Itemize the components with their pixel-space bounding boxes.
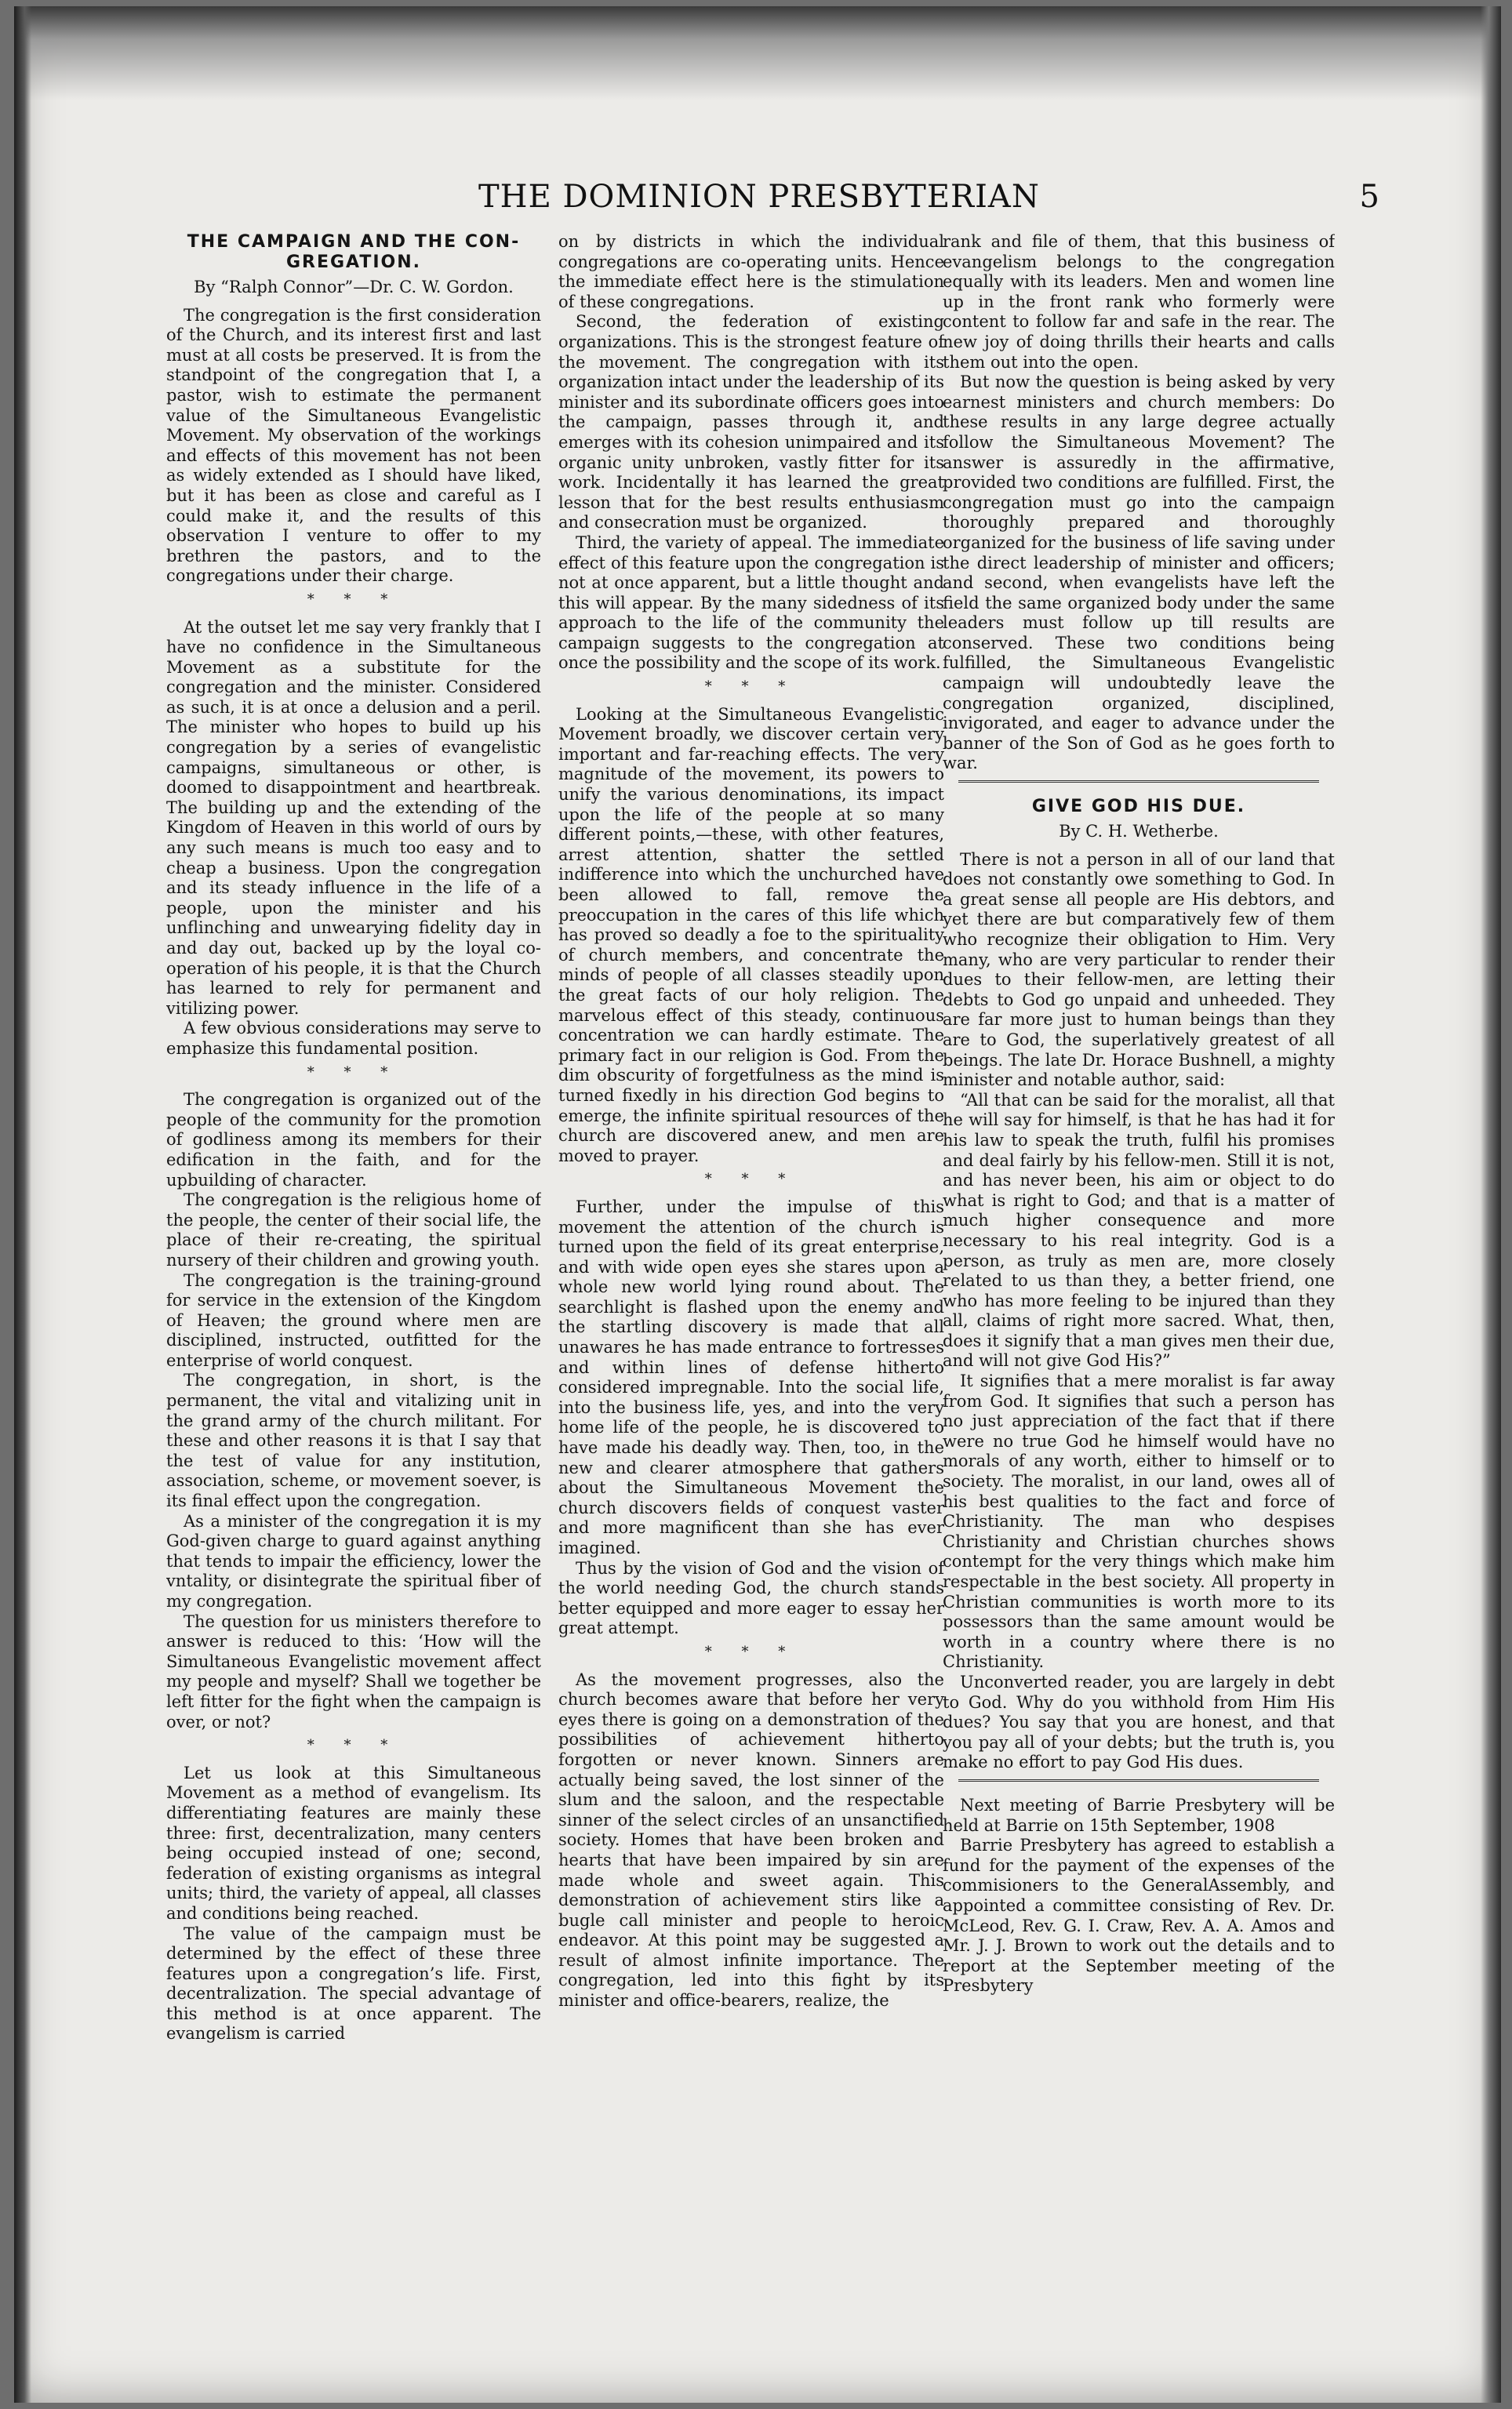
section-separator: * * * [704,678,798,696]
article-byline: By “Ralph Connor”—Dr. C. W. Gordon. [194,278,514,296]
paragraph: The congregation, in short, is the permanent, the vital and vitalizing unit in the grand army of the church militant. For these and other reasons it is that I say that the test of value for any institution, association, scheme, or movement soever, is its final effect upon the congregation. [166,1371,541,1511]
article-headline: THE CAMPAIGN AND THE CON-GREGATION. [187,232,521,272]
paragraph: Unconverted reader, you are largely in debt to God. Why do you withhold from Him His dues? You say that you are honest, and that you pay all of your debts; but the truth is, you make no effort to pay God His dues. [943,1672,1335,1772]
article-headline: GIVE GOD HIS DUE. [1031,797,1246,817]
paragraph: Third, the variety of appeal. The immediate effect of this feature upon the congregation is not at once apparent, but a little thought and this will appear. By the many sidedness of its approach to the life of the community the campaign suggests to the congregation at once the possibility and the scope of its work. [558,532,944,673]
paragraph: Looking at the Simultaneous Evangelistic Movement broadly, we discover certain very important and far-reaching effects. The very magnitude of the movement, its powers to unify the various denominations, its impact upon the life of the people at so many different points,—these, with other features, arrest attention, shatter the settled indifference into which the unchurched have been allowed to fall, remove the preoccupation in the cares of this life which has proved so deadly a foe to the spirituality of church members, and concentrate the minds of people of all classes steadily upon the great facts of our holy religion. The marvelous effect of this steady, continuous concentration we can hardly estimate. The primary fact in our religion is God. From the dim obscurity of forgetfulness as the mind is turned fixedly in his direction God begins to emerge, the infinite spiritual resources of the church are discovered anew, and men are moved to prayer. [558,704,944,1165]
section-separator: * * * [307,1737,401,1754]
paragraph: on by districts in which the individual congregations are co-operating units. Hence the immediate effect here is the stimulation of these congregations. [558,232,944,311]
paragraph: The question for us ministers therefore to answer is reduced to this: ‘How will the Simultaneous Evangelistic movement affect my people and myself? Shall we together be left fitter for the fight when the campaign is over, or not? [166,1611,541,1731]
paragraph: At the outset let me say very frankly that I have no confidence in the Simultaneous Movement as a substitute for the congregation and the minister. Considered as such, it is at once a delusion and a peril. The minister who hopes to build up his congregation by a series of evangelistic campaigns, simultaneous or other, is doomed to disappointment and heartbreak. The building up and the extending of the Kingdom of Heaven in this world of ours by any such means is much too easy and to cheap a business. Upon the congregation and its steady influence in the life of a people, upon the minister and his unflinching and unwearying fidelity day in and day out, backed up by the loyal co-operation of his people, it is that the Church has learned to rely for permanent and vitilizing power. [166,617,541,1018]
paragraph: Let us look at this Simultaneous Movement as a method of evangelism. Its differentiating features are mainly these three: first, decentralization, many centers being occupied instead of one; second, federation of existing organisms as integral units; third, the variety of appeal, all classes and conditions being reached. [166,1763,541,1923]
paragraph: Second, the federation of existing organizations. This is the strongest feature of the movement. The congregation with its organization intact under the leadership of its minister and its subordinate officers goes into the campaign, passes through it, and emerges with its cohesion unimpaired and its organic unity unbroken, vastly fitter for its work. Incidentally it has learned the great lesson that for the best results enthusiasm and consecration must be organized. [558,312,944,532]
paragraph: The value of the campaign must be determined by the effect of these three features upon a congregation’s life. First, decentralization. The special advantage of this method is at once apparent. The evangelism is carried [166,1924,541,2044]
page-number: 5 [1359,179,1380,215]
article-byline: By C. H. Wetherbe. [1059,822,1219,841]
paragraph: Further, under the impulse of this movement the attention of the church is turned upon the field of its great enterprise, and with wide open eyes she stares upon a whole new world lying round about. The searchlight is flashed upon the enemy and the startling discovery is made that all unawares he has made entrance to fortresses and within lines of defense hitherto considered impregnable. Into the social life, into the business life, yes, and into the very home life of the people, he is discovered to have made his deadly way. Then, too, in the new and clearer atmosphere that gathers about the Simultaneous Movement the church discovers fields of conquest vaster and more magnificent than she has ever imagined. [558,1197,944,1557]
paragraph: “All that can be said for the moralist, all that he will say for himself, is that he has had it for his law to speak the truth, fulfil his promises and deal fairly by his fellow-men. Still it is not, and has never been, his aim or object to do what is right to God; and that is a matter of much higher consequence and more necessary to his real integrity. God is a person, as truly as men are, more closely related to us than they, a better friend, one who has more feeling to be injured than they all, claims of right more sacred. What, then, does it signify that a man gives men their due, and will not give God His?” [943,1090,1335,1371]
section-separator: * * * [704,1643,798,1660]
paragraph: As the movement progresses, also the church becomes aware that before her very eyes there is going on a demonstration of the possibilities of achievement hitherto forgotten or never known. Sinners are actually being saved, the lost sinner of the slum and the saloon, and the respectable sinner of the select circles of an unsanctified society. Homes that have been broken and hearts that have been impaired by sin are made whole and sweet again. This demonstration of achievement stirs like a bugle call minister and people to heroic endeavor. At this point may be suggested a result of almost infinite importance. The congregation, led into this fight by its minister and office-bearers, realize, the [558,1670,944,2011]
paragraph: rank and file of them, that this business of evangelism belongs to the congregation equally with its leaders. Men and women line up in the front rank who formerly were content to follow far and safe in the rear. The new joy of doing thrills their hearts and calls them out into the open. [943,232,1335,372]
article-divider [958,780,1319,783]
page-edge-shadow-right [1481,6,1501,2403]
page-edge-shadow-top [14,6,1501,100]
paragraph: The congregation is the training-ground for service in the extension of the Kingdom of Heaven; the ground where men are disciplined, instructed, outfitted for the enterprise of world conquest. [166,1270,541,1370]
paragraph: A few obvious considerations may serve to emphasize this fundamental position. [166,1019,541,1058]
column-1 [166,232,541,2381]
article-divider [958,1779,1319,1782]
paragraph: But now the question is being asked by very earnest ministers and church members: Do these results in any large degree actually follow the Simultaneous Movement? The answer is assuredly in the affirmative, provided two conditions are fulfilled. First, the congregation must go into the campaign thoroughly prepared and thoroughly organized for the business of life saving under the direct leadership of minister and officers; and second, when evangelists have left the field the same organized body under the same leaders must follow up till results are conserved. These two conditions being fulfilled, the Simultaneous Evangelistic campaign will undoubtedly leave the congregation organized, disciplined, invigorated, and eager to advance under the banner of the Son of God as he goes forth to war. [943,372,1335,773]
column-3 [943,232,1335,2381]
masthead-title: THE DOMINION PRESBYTERIAN [478,179,1040,215]
section-separator: * * * [307,590,401,608]
section-separator: * * * [307,1063,401,1081]
masthead [478,179,1380,223]
paragraph: There is not a person in all of our land that does not constantly owe something to God. In a great sense all people are His debtors, and yet there are but comparatively few of them who recognize their obligation to Him. Very many, who are very particular to render their dues to their fellow-men, are letting their debts to God go unpaid and unheeded. They are far more just to human beings than they are to God, the superlatively greatest of all beings. The late Dr. Horace Bushnell, a mighty minister and notable author, said: [943,849,1335,1090]
presbytery-note: Barrie Presbytery has agreed to establish a fund for the payment of the expenses of the commisioners to the GeneralAssembly, and appointed a committee consisting of Rev. Dr. McLeod, Rev. G. I. Craw, Rev. A. A. Amos and Mr. J. J. Brown to work out the details and to report at the September meeting of the Presbytery [943,1836,1335,1996]
paragraph: As a minister of the congregation it is my God-given charge to guard against anything that tends to impair the efficiency, lower the vntality, or disintegrate the spiritual fiber of my congregation. [166,1511,541,1611]
section-separator: * * * [704,1171,798,1188]
column-2 [558,232,944,2381]
paragraph: The congregation is the religious home of the people, the center of their social life, the place of their re-creating, the spiritual nursery of their children and growing youth. [166,1190,541,1270]
paragraph: It signifies that a mere moralist is far away from God. It signifies that such a person has no just appreciation of the fact that if there were no true God he himself would have no morals of any worth, either to himself or to society. The moralist, in our land, owes all of his best qualities to the fact and force of Christianity. The man who despises Christianity and Christian churches shows contempt for the very things which make him respectable in the best society. All property in Christian communities is worth more to its possessors than the same amount would be worth in a country where there is no Christianity. [943,1372,1335,1672]
paragraph: The congregation is organized out of the people of the community for the promotion of godliness among its members for their edification in the faith, and for the upbuilding of character. [166,1090,541,1190]
paragraph: Thus by the vision of God and the vision of the world needing God, the church stands better equipped and more eager to essay her great attempt. [558,1558,944,1638]
paragraph: The congregation is the first consideration of the Church, and its interest first and last must at all costs be preserved. It is from the standpoint of the congregation that I, a pastor, wish to estimate the permanent value of the Simultaneous Evangelistic Movement. My observation of the workings and effects of this movement has not been as widely extended as I should have liked, but it has been as close and careful as I could make it, and the results of this observation I venture to offer to my brethren the pastors, and to the congregations under their charge. [166,305,541,586]
page-edge-shadow-left [14,6,31,2403]
presbytery-note: Next meeting of Barrie Presbytery will be held at Barrie on 15th September, 1908 [943,1795,1335,1835]
